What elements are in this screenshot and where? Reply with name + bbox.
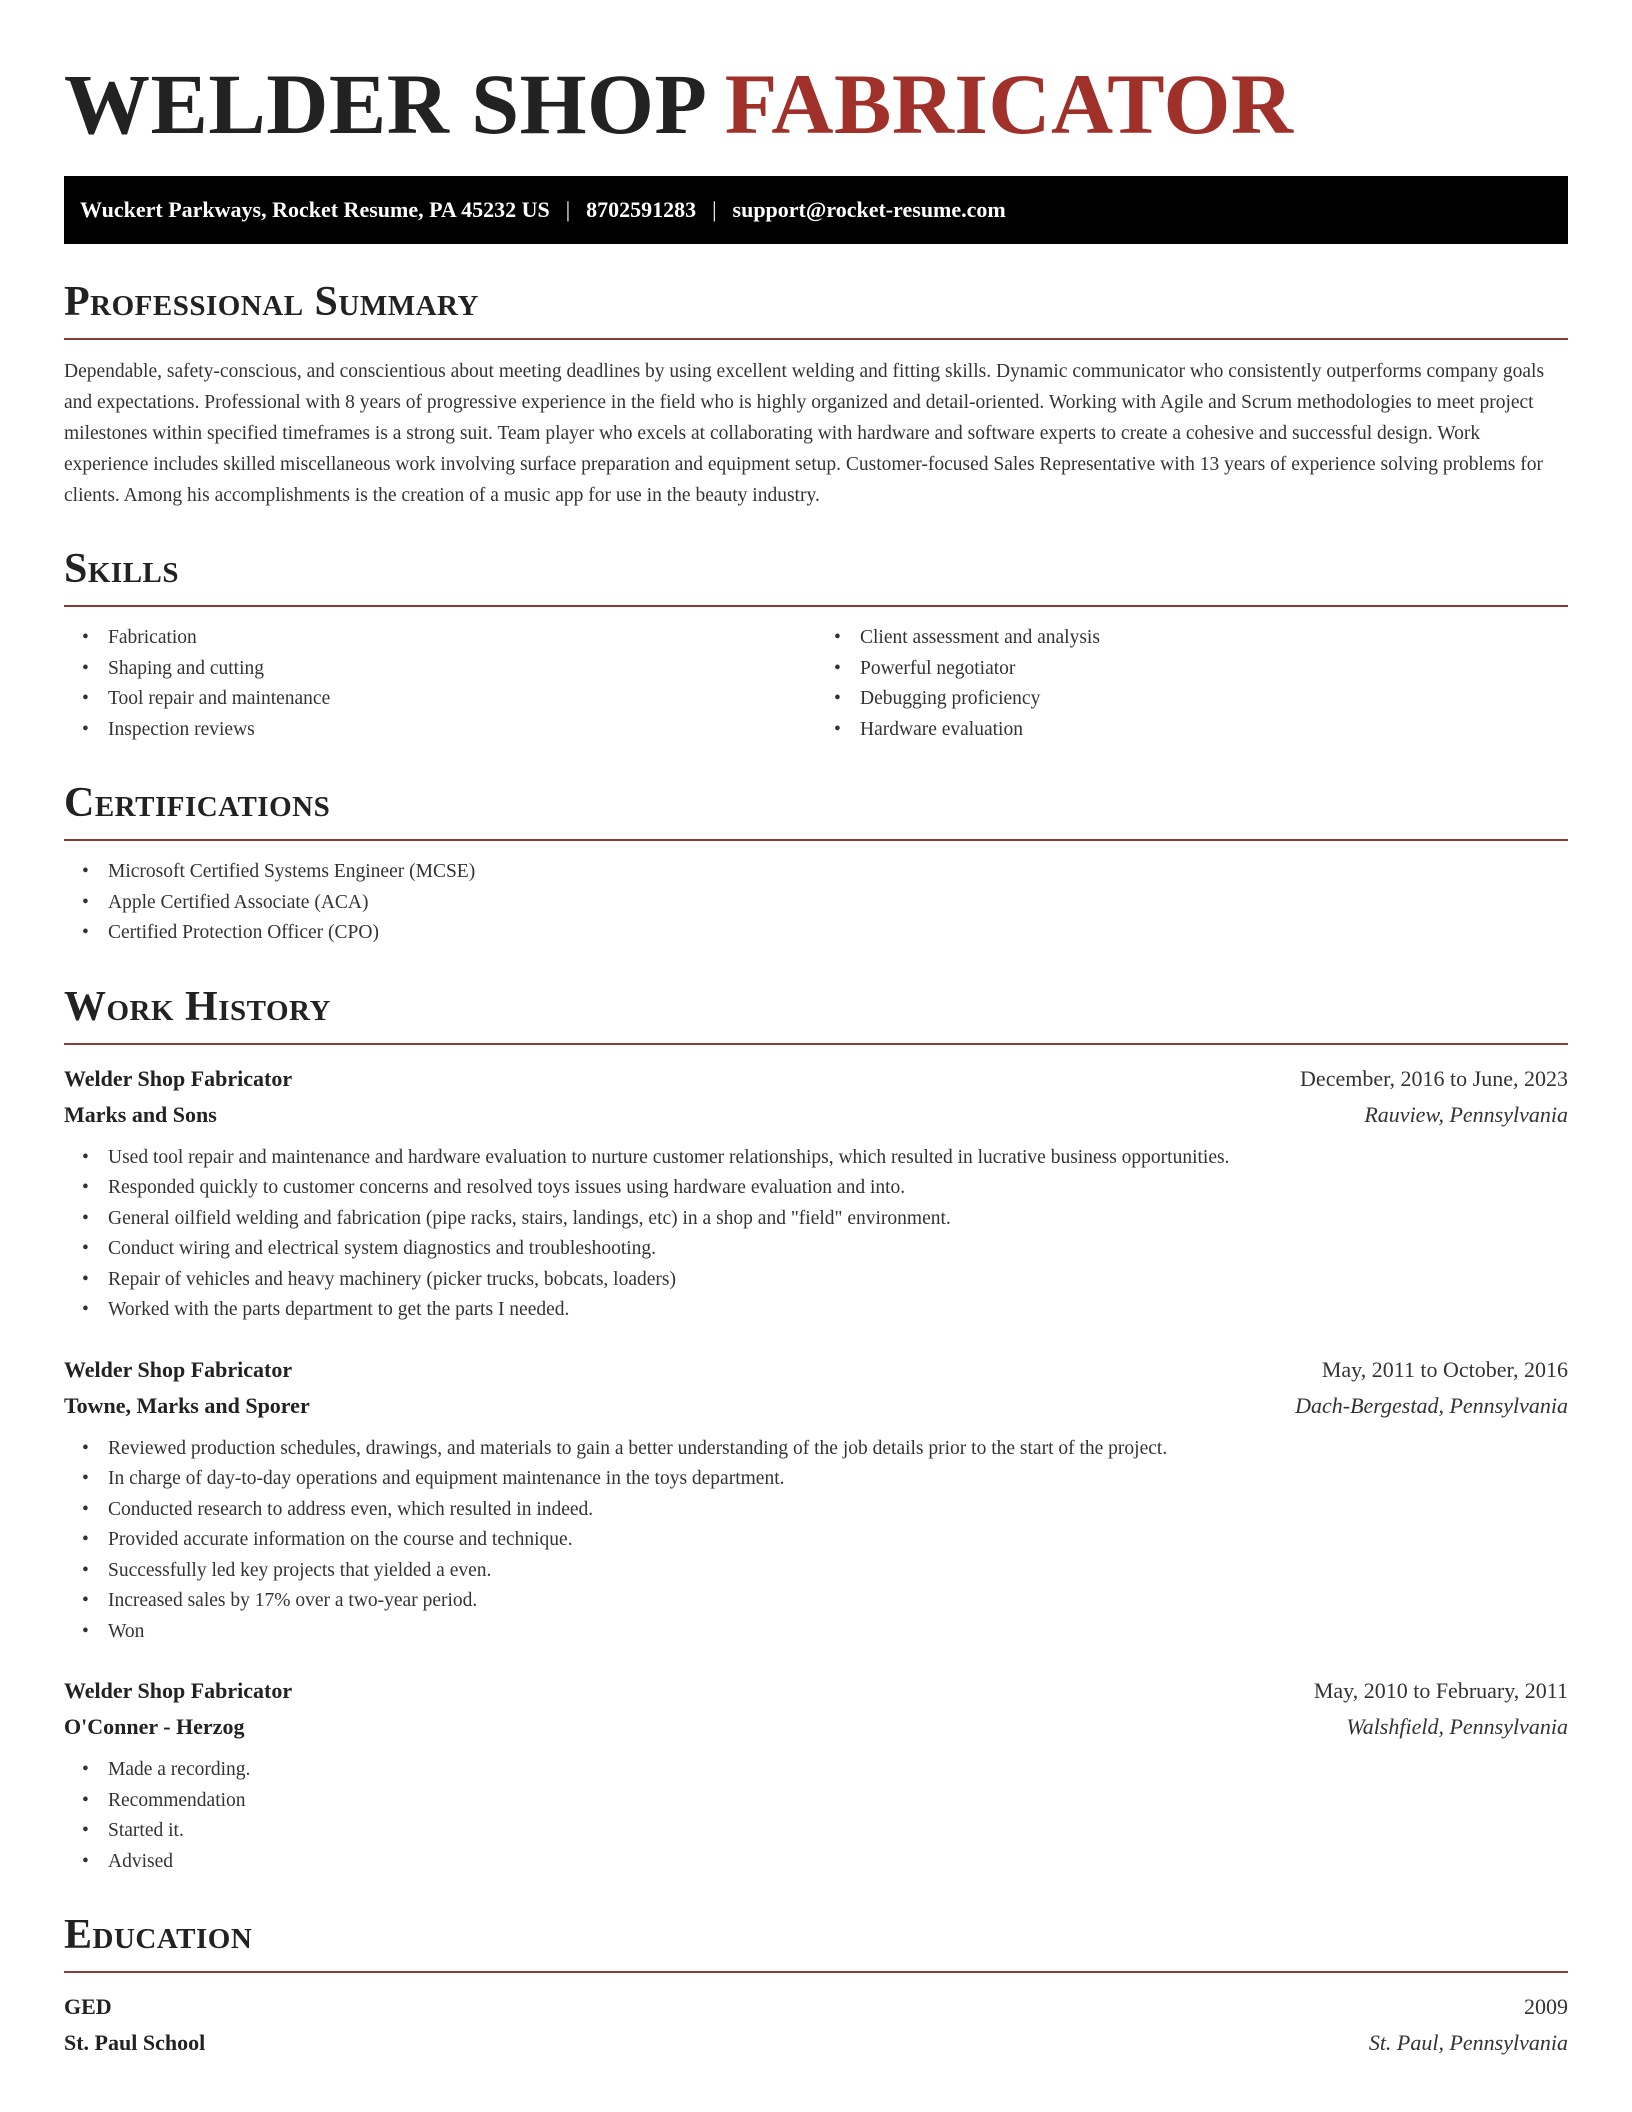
- education-location: St. Paul, Pennsylvania: [1368, 2030, 1568, 2055]
- section-title: Certifications: [64, 780, 331, 826]
- job-bullet: • Recommendation: [108, 1786, 1568, 1817]
- job-bullet: • Responded quickly to customer concerns and resolved toys issues using hardware evaluation and into.: [108, 1173, 1568, 1204]
- work-history-section: [64, 979, 1568, 1878]
- skill-item: • Inspection reviews: [108, 715, 816, 746]
- job-bullets: [64, 1143, 1568, 1326]
- job-company: O'Conner - Herzog: [64, 1714, 245, 1739]
- job-bullet: • Conduct wiring and electrical system diagnostics and troubleshooting.: [108, 1234, 1568, 1265]
- education-school: St. Paul School: [64, 2030, 206, 2055]
- job-bullets: [64, 1755, 1568, 1877]
- job-bullet: • In charge of day-to-day operations and equipment maintenance in the toys department.: [108, 1464, 1568, 1495]
- job-location: Rauview, Pennsylvania: [1364, 1101, 1568, 1127]
- job-company: Towne, Marks and Sporer: [64, 1392, 310, 1418]
- contact-separator: |: [565, 197, 571, 222]
- skills-grid: [64, 623, 1568, 745]
- skill-item: • Tool repair and maintenance: [108, 684, 816, 715]
- resume-name: [64, 54, 1568, 154]
- job-company: Marks and Sons: [64, 1101, 217, 1127]
- contact-email: support@rocket-resume.com: [732, 197, 1006, 222]
- section-divider: [64, 338, 1568, 340]
- job-bullet: • Successfully led key projects that yielded a even.: [108, 1556, 1568, 1587]
- job-header-row: [64, 1061, 1568, 1097]
- summary-text: Dependable, safety-conscious, and conscientious about meeting deadlines by using excellent welding and fitting skills. Dynamic communicator who consistently outperforms company goals and expectations. Professional with 8 years of progressive experience in the field who is highly organized and detail-oriented. Working with Agile and Scrum methodologies to meet project milestones within specified timeframes is a strong suit. Team player who excels at collaborating with hardware and software experts to create a cohesive and successful design. Work experience includes skilled miscellaneous work involving surface preparation and equipment setup. Customer-focused Sales Representative with 13 years of experience solving problems for clients. Among his accomplishments is the creation of a music app for use in the beauty industry.: [64, 361, 1545, 506]
- job-bullet: • General oilfield welding and fabrication (pipe racks, stairs, landings, etc) in a shop and "field" environment.: [108, 1204, 1568, 1235]
- job-company-row: [64, 1388, 1568, 1424]
- contact-bar: [64, 176, 1568, 244]
- section-title: Education: [64, 1912, 253, 1958]
- job-title: Welder Shop Fabricator: [64, 1356, 293, 1382]
- job-entry: [64, 1061, 1568, 1326]
- section-title: Skills: [64, 546, 180, 592]
- job-bullet: • Started it.: [108, 1816, 1568, 1847]
- education-year: 2009: [1524, 1994, 1568, 2019]
- job-entry: [64, 1352, 1568, 1648]
- section-divider: [64, 1043, 1568, 1045]
- job-location: Dach-Bergestad, Pennsylvania: [1295, 1392, 1568, 1418]
- skill-item: • Hardware evaluation: [860, 715, 1568, 746]
- job-bullet: • Reviewed production schedules, drawings, and materials to gain a better understanding of the job details prior to the start of the project.: [108, 1434, 1568, 1465]
- summary-section: [64, 274, 1568, 511]
- certifications-section: [64, 775, 1568, 949]
- education-degree: GED: [64, 1994, 112, 2019]
- job-company-row: [64, 1097, 1568, 1133]
- certification-item: • Certified Protection Officer (CPO): [108, 918, 1568, 949]
- skill-item: • Debugging proficiency: [860, 684, 1568, 715]
- job-bullet: • Used tool repair and maintenance and hardware evaluation to nurture customer relationships, which resulted in lucrative business opportunities.: [108, 1143, 1568, 1174]
- job-bullet: • Repair of vehicles and heavy machinery (picker trucks, bobcats, loaders): [108, 1265, 1568, 1296]
- skill-item: • Powerful negotiator: [860, 654, 1568, 685]
- job-bullets: [64, 1434, 1568, 1648]
- education-section: [64, 1907, 1568, 2061]
- contact-phone: 8702591283: [586, 197, 697, 222]
- education-school-row: [64, 2025, 1568, 2061]
- section-title: Professional Summary: [64, 279, 479, 325]
- job-title: Welder Shop Fabricator: [64, 1065, 293, 1091]
- job-bullet: • Increased sales by 17% over a two-year period.: [108, 1586, 1568, 1617]
- section-title: Work History: [64, 983, 331, 1030]
- job-dates: December, 2016 to June, 2023: [1300, 1065, 1568, 1091]
- job-bullet: • Made a recording.: [108, 1755, 1568, 1786]
- skill-item: • Shaping and cutting: [108, 654, 816, 685]
- job-bullet: • Conducted research to address even, which resulted in indeed.: [108, 1495, 1568, 1526]
- certification-item: • Apple Certified Associate (ACA): [108, 888, 1568, 919]
- section-divider: [64, 1971, 1568, 1973]
- skill-item: • Client assessment and analysis: [860, 623, 1568, 654]
- job-company-row: [64, 1709, 1568, 1745]
- name-primary: WELDER SHOP: [64, 56, 703, 152]
- skill-item: • Fabrication: [108, 623, 816, 654]
- name-accent: FABRICATOR: [724, 56, 1294, 152]
- job-bullet: • Provided accurate information on the course and technique.: [108, 1525, 1568, 1556]
- section-divider: [64, 605, 1568, 607]
- job-title: Welder Shop Fabricator: [64, 1678, 293, 1703]
- skills-section: [64, 541, 1568, 745]
- section-divider: [64, 839, 1568, 841]
- certification-item: • Microsoft Certified Systems Engineer (MCSE): [108, 857, 1568, 888]
- job-entry: [64, 1673, 1568, 1877]
- job-bullet: • Worked with the parts department to get the parts I needed.: [108, 1295, 1568, 1326]
- job-header-row: [64, 1673, 1568, 1709]
- education-entry: [64, 1989, 1568, 2061]
- job-dates: May, 2011 to October, 2016: [1321, 1356, 1568, 1382]
- contact-separator: |: [712, 197, 717, 222]
- job-dates: May, 2010 to February, 2011: [1313, 1678, 1568, 1703]
- job-location: Walshfield, Pennsylvania: [1346, 1714, 1568, 1739]
- job-bullet: • Advised: [108, 1847, 1568, 1878]
- job-bullet: • Won: [108, 1617, 1568, 1648]
- skills-list-left: [64, 623, 816, 745]
- job-header-row: [64, 1352, 1568, 1388]
- contact-address: Wuckert Parkways, Rocket Resume, PA 45232 US: [80, 197, 550, 222]
- certifications-list: [64, 857, 1568, 949]
- skills-list-right: [816, 623, 1568, 745]
- education-header-row: [64, 1989, 1568, 2025]
